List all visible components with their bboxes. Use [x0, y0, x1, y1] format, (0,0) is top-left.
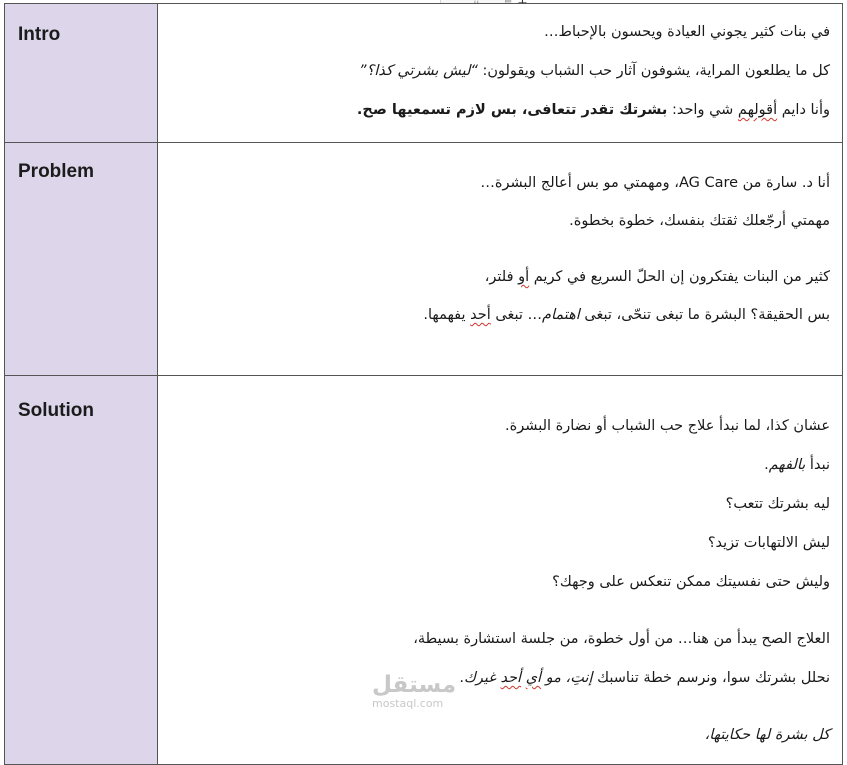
- text-run: أنا د. سارة من AG Care، ومهمتي مو بس أعالج البشرة…: [480, 175, 830, 191]
- paragraph-line: [158, 533, 830, 553]
- text-run: شي واحد:: [667, 102, 738, 118]
- text-run: بالفهم: [768, 457, 806, 473]
- text-run: كل بشرة لها حكايتها،: [704, 727, 830, 743]
- row-label: Intro: [18, 24, 61, 45]
- paragraph-line: [158, 629, 830, 649]
- text-run: عشان كذا، لما نبدأ علاج حب الشباب أو نضارة البشرة.: [505, 418, 830, 434]
- row-label-cell: [5, 376, 158, 765]
- text-run: “ليش بشرتي كذا؟”: [359, 63, 478, 79]
- text-run: فلتر،: [484, 269, 519, 285]
- script-table: [4, 3, 843, 765]
- text-run: مهمتي أرجّعلك ثقتك بنفسك، خطوة بخطوة.: [569, 213, 830, 229]
- paragraph-line: [158, 725, 830, 745]
- row-content: [158, 376, 842, 745]
- text-run: نبدأ: [805, 457, 830, 473]
- row-label-cell: [5, 143, 158, 376]
- paragraph-line: [158, 61, 830, 81]
- paragraph-line: [158, 668, 830, 688]
- text-run: .: [459, 670, 464, 686]
- table-row: [5, 143, 843, 376]
- paragraph-line: [158, 572, 830, 592]
- text-run: اهتمام: [541, 307, 580, 323]
- misspelled-word: أي: [525, 670, 542, 686]
- watermark-arabic: مستقل: [372, 672, 457, 698]
- text-run: غيرك: [463, 670, 501, 686]
- text-run: … تبغى: [490, 307, 542, 323]
- misspelled-word: أحد: [500, 670, 522, 686]
- paragraph-line: [158, 22, 830, 42]
- text-run: بشرتك تقدر تتعافى، بس لازم تسمعيها صح.: [356, 102, 668, 118]
- paragraph-line: [158, 494, 830, 514]
- text-run: في بنات كثير يجوني العيادة ويحسون بالإحباط…: [544, 24, 830, 40]
- paragraph-line: [158, 416, 830, 436]
- text-run: .: [764, 457, 769, 473]
- blank-line: [158, 249, 830, 267]
- table-row: [5, 4, 843, 143]
- text-run: ليش الالتهابات تزيد؟: [707, 535, 830, 551]
- mostaql-watermark: [372, 672, 457, 710]
- misspelled-word: أقولهم: [737, 102, 778, 118]
- text-run: ليه بشرتك تتعب؟: [725, 496, 830, 512]
- paragraph-line: [158, 455, 830, 475]
- row-content-cell[interactable]: [158, 376, 843, 765]
- paragraph-line: [158, 173, 830, 193]
- text-run: كثير من البنات يفتكرون إن الحلّ السريع في كريم: [529, 269, 830, 285]
- paragraph-line: [158, 305, 830, 325]
- text-run: إنتِ، مو: [541, 670, 593, 686]
- misspelled-word: أحد: [470, 307, 491, 323]
- row-label-cell: [5, 4, 158, 143]
- blank-line: [158, 707, 830, 725]
- row-content: [158, 4, 842, 120]
- paragraph-line: [158, 267, 830, 287]
- misspelled-word: أو: [518, 269, 530, 285]
- paragraph-line: [158, 211, 830, 231]
- paragraph-line: [158, 100, 830, 120]
- text-run: كل ما يطلعون المراية، يشوفون آثار حب الشباب ويقولون:: [477, 63, 830, 79]
- text-run: وليش حتى نفسيتك ممكن تنعكس على وجهك؟: [552, 574, 830, 590]
- text-run: يفهمها.: [423, 307, 471, 323]
- row-content: [158, 143, 842, 325]
- row-label: Solution: [18, 400, 94, 421]
- text-run: وأنا دايم: [777, 102, 830, 118]
- watermark-latin: mostaql.com: [372, 697, 444, 710]
- blank-line: [158, 611, 830, 629]
- text-run: بس الحقيقة؟ البشرة ما تبغى تنحّى، تبغى: [579, 307, 830, 323]
- row-content-cell[interactable]: [158, 143, 843, 376]
- row-content-cell[interactable]: [158, 4, 843, 143]
- text-run: نحلل بشرتك سوا، ونرسم خطة تناسبك: [592, 670, 830, 686]
- row-label: Problem: [18, 161, 95, 182]
- text-run: العلاج الصح يبدأ من هنا… من أول خطوة، من جلسة استشارة بسيطة،: [413, 631, 830, 647]
